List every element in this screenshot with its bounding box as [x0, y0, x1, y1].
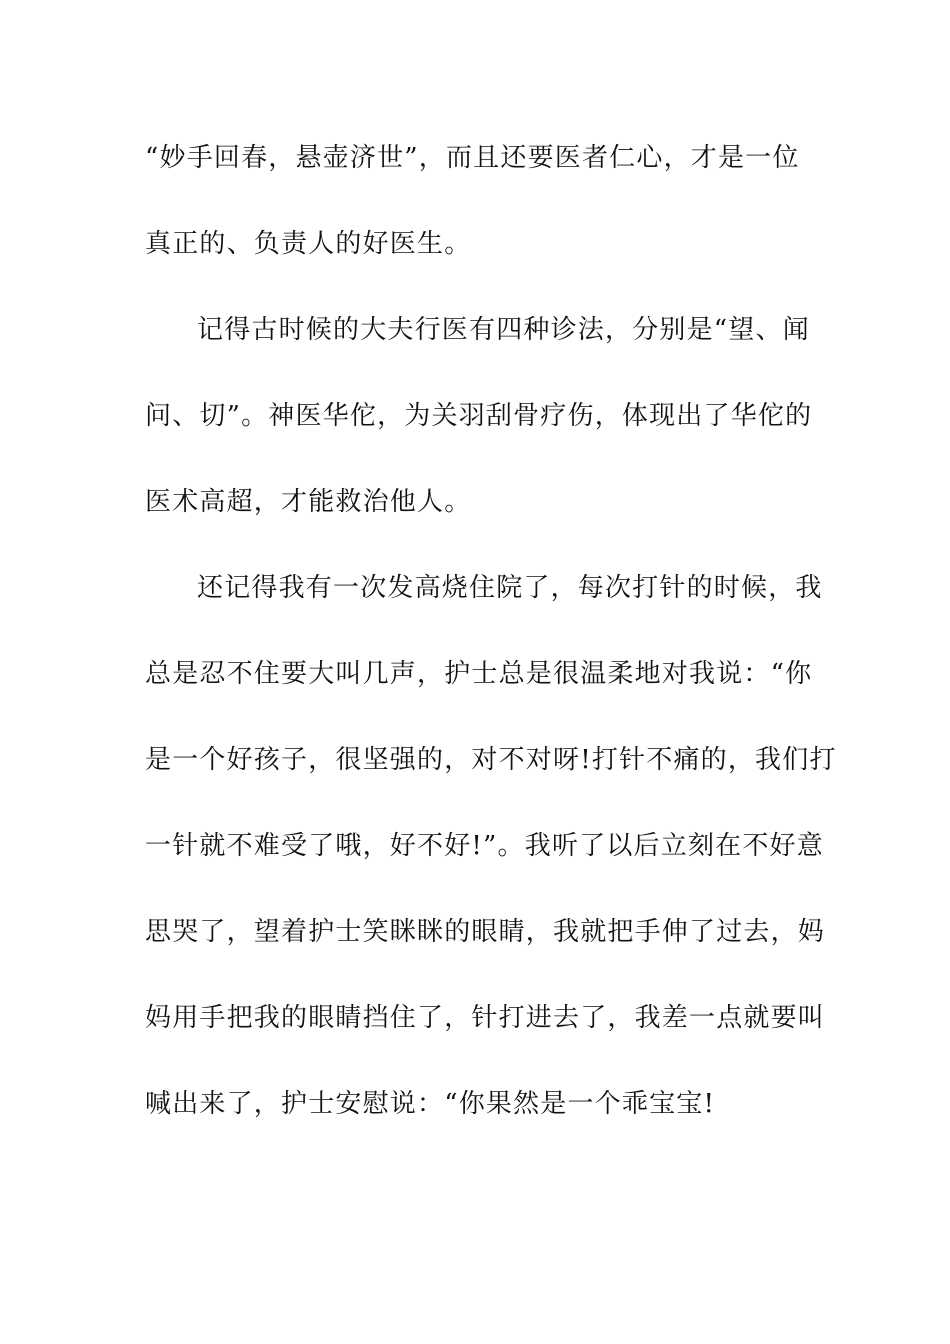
- paragraph-3-line-1: 还记得我有一次发高烧住院了，每次打针的时候，我: [197, 573, 823, 603]
- paragraph-3-line-3: 是一个好孩子，很坚强的，对不对呀!打针不痛的，我们打: [145, 745, 837, 775]
- paragraph-2-line-2: 问、切”。神医华佗，为关羽刮骨疗伤，体现出了华佗的: [145, 401, 813, 431]
- paragraph-2-line-1: 记得古时候的大夫行医有四种诊法，分别是“望、闻: [197, 315, 810, 345]
- paragraph-3-line-4: 一针就不难受了哦，好不好!”。我听了以后立刻在不好意: [145, 831, 824, 861]
- paragraph-3-line-6: 妈用手把我的眼睛挡住了，针打进去了，我差一点就要叫: [145, 1003, 826, 1033]
- paragraph-1-line-1: “妙手回春，悬壶济世”，而且还要医者仁心，才是一位: [145, 143, 800, 173]
- paragraph-3-line-2: 总是忍不住要大叫几声，护士总是很温柔地对我说：“你: [145, 659, 813, 689]
- paragraph-2-line-3: 医术高超，才能救治他人。: [145, 487, 472, 517]
- paragraph-3-line-5: 思哭了，望着护士笑眯眯的眼睛，我就把手伸了过去，妈: [145, 917, 826, 947]
- paragraph-3-line-7: 喊出来了，护士安慰说：“你果然是一个乖宝宝!: [145, 1089, 716, 1119]
- paragraph-1-line-2: 真正的、负责人的好医生。: [145, 229, 472, 259]
